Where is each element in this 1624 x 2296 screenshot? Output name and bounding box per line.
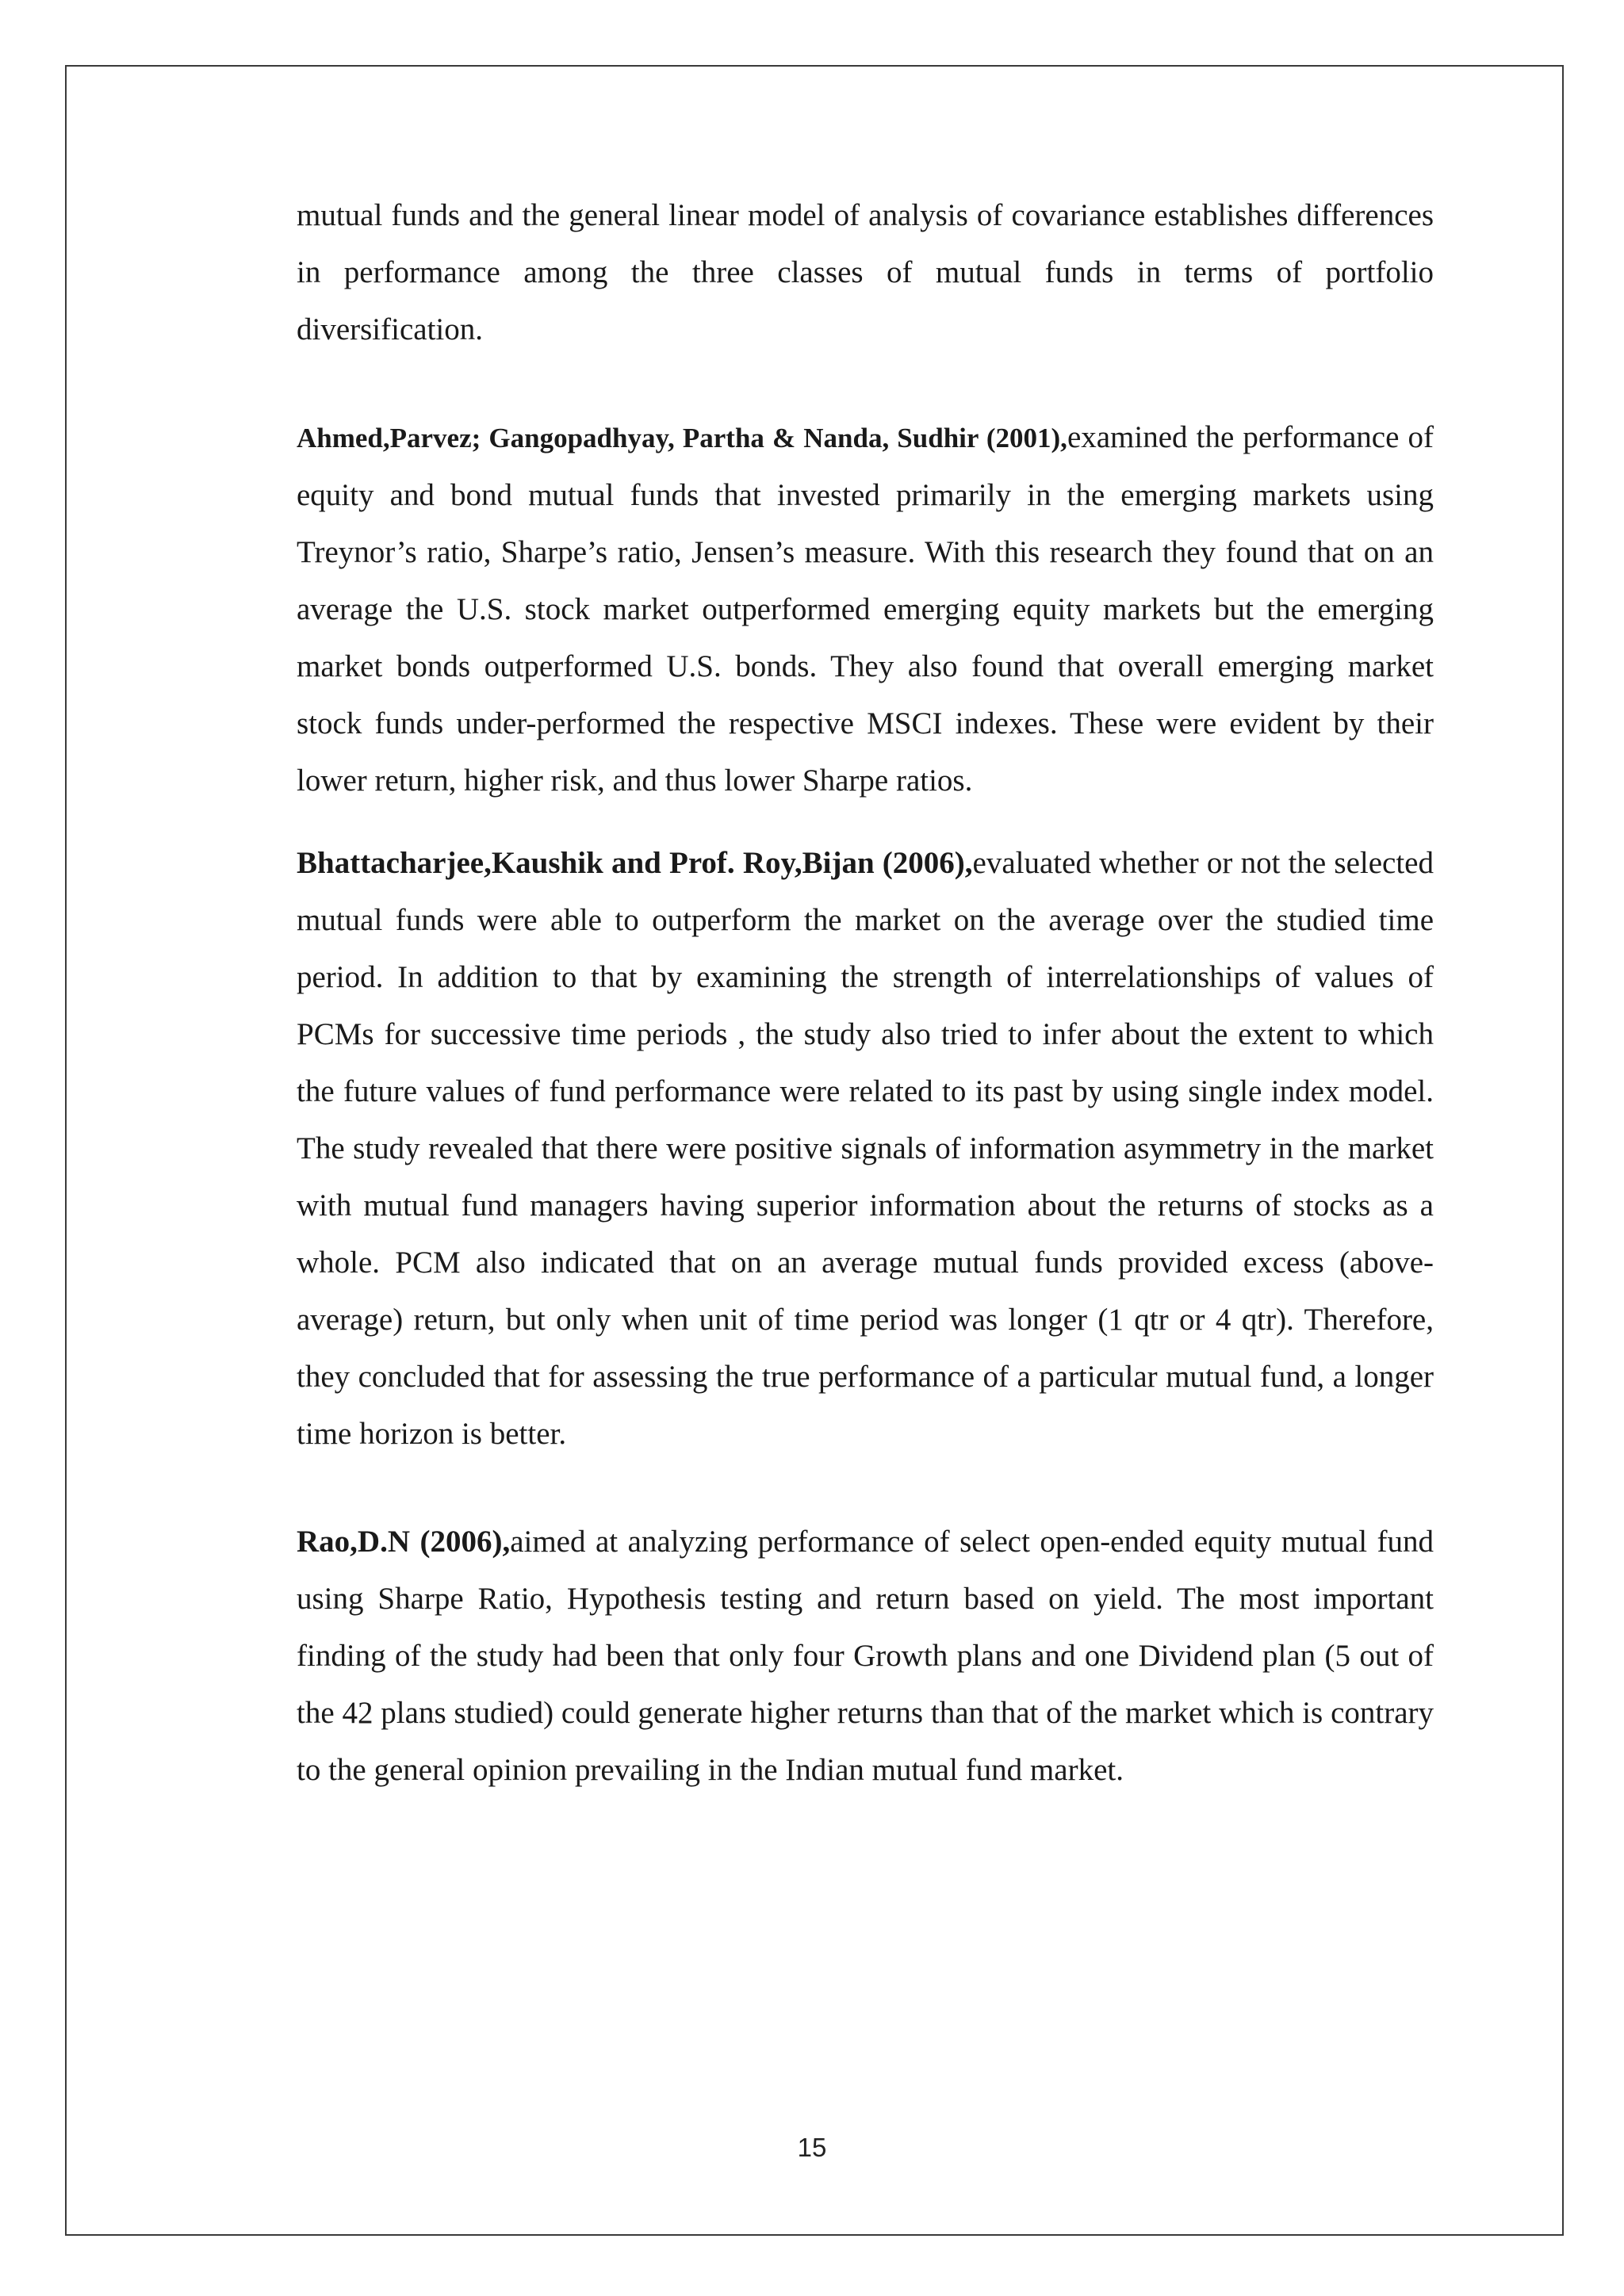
- author-citation: Bhattacharjee,Kaushik and Prof. Roy,Bijan (2006),: [297, 846, 973, 880]
- paragraph-rao: [297, 1513, 1434, 1799]
- page-number: 15: [797, 2133, 827, 2162]
- paragraph-intro: [297, 187, 1434, 358]
- author-citation: Ahmed,Parvez; Gangopadhyay, Partha & Nanda, Sudhir (2001),: [297, 423, 1067, 453]
- paragraph-ahmed: [297, 409, 1434, 809]
- author-citation: Rao,D.N (2006),: [297, 1525, 511, 1559]
- paragraph-text: aimed at analyzing performance of select open-ended equity mutual fund using Sharpe Ratio, Hypothesis testing and return based on yield. The most important finding of the study had been that only four Growth plans and one Dividend plan (5 out of the 42 plans studied) could generate higher returns than that of the market which is contrary to the general opinion prevailing in the Indian mutual fund market.: [297, 1525, 1434, 1787]
- paragraph-text: examined the performance of equity and bond mutual funds that invested primarily in the emerging markets using Treynor’s ratio, Sharpe’s ratio, Jensen’s measure. With this research they found that on an average the U.S. stock market outperformed emerging equity markets but the emerging market bonds outperformed U.S. bonds. They also found that overall emerging market stock funds under-performed the respective MSCI indexes. These were evident by their lower return, higher risk, and thus lower Sharpe ratios.: [297, 420, 1434, 798]
- paragraph-text: evaluated whether or not the selected mutual funds were able to outperform the market on the average over the studied time period. In addition to that by examining the strength of interrelationships of values of PCMs for successive time periods , the study also tried to infer about the extent to which the future values of fund performance were related to its past by using single index model. The study revealed that there were positive signals of information asymmetry in the market with mutual fund managers having superior information about the returns of stocks as a whole. PCM also indicated that on an average mutual funds provided excess (above-average) return, but only when unit of time period was longer (1 qtr or 4 qtr). Therefore, they concluded that for assessing the true performance of a particular mutual fund, a longer time horizon is better.: [297, 846, 1434, 1451]
- document-body: [297, 187, 1434, 1799]
- paragraph-text: mutual funds and the general linear model of analysis of covariance establishes differences in performance among the three classes of mutual funds in terms of portfolio diversification.: [297, 198, 1434, 346]
- paragraph-bhattacharjee: [297, 835, 1434, 1463]
